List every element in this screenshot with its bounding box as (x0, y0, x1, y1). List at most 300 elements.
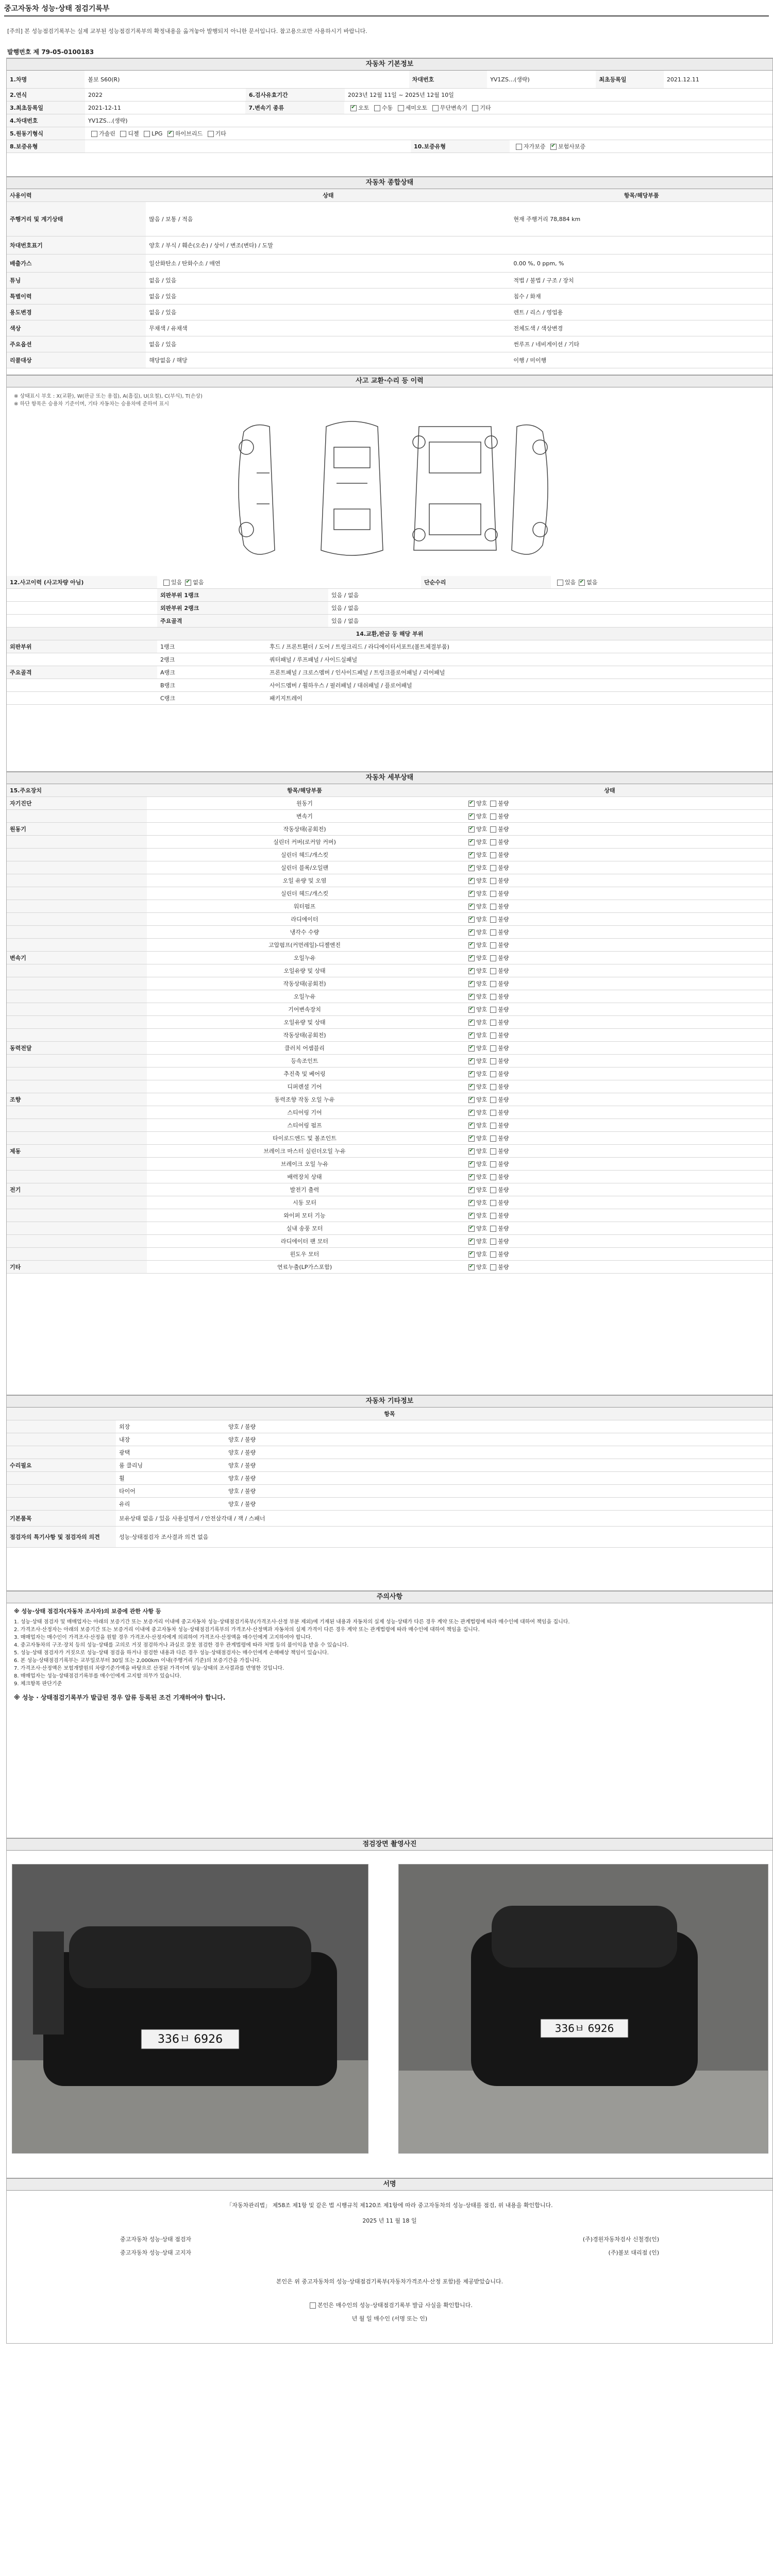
checkbox-good[interactable] (468, 1123, 475, 1129)
detail-row (7, 1222, 772, 1235)
rank-name: A랭크 (160, 669, 175, 676)
detail-item-label: 오일유량 및 상태 (283, 968, 326, 974)
detail-state-options (462, 1018, 757, 1026)
detail-state-options (462, 1160, 757, 1168)
basic-row-label2: 7.변속기 종류 (245, 101, 344, 114)
other-group-label (7, 1485, 116, 1497)
detail-row (7, 1067, 772, 1080)
checkbox-good[interactable] (468, 826, 475, 833)
overall-header-state: 상태 (323, 192, 334, 199)
checkbox-bad[interactable] (490, 865, 496, 871)
checkbox-bad[interactable] (490, 1264, 496, 1270)
checkbox-good[interactable] (468, 1174, 475, 1180)
detail-group-label (7, 1235, 147, 1247)
checkbox-self-warranty[interactable] (516, 144, 522, 150)
photos-section (6, 1838, 773, 2179)
bad-label: 불량 (498, 1238, 509, 1245)
checkbox-fuel-other[interactable] (208, 131, 214, 137)
detail-item-label: 고압펌프(커먼레일)-디젤엔진 (268, 942, 341, 948)
good-label: 양호 (476, 1083, 488, 1090)
detail-group-label (7, 926, 147, 938)
rank-items: 후드 / 프론트휀더 / 도어 / 트렁크리드 / 라디에이터서포트(볼트체결부품) (270, 643, 449, 650)
checkbox-bad[interactable] (490, 904, 496, 910)
checkbox-good[interactable] (468, 1200, 475, 1206)
good-label: 양호 (476, 1109, 488, 1116)
other-item-options: 양호 / 불량 (228, 1475, 256, 1482)
detail-item-label: 동력조향 작동 오일 누유 (274, 1096, 335, 1103)
detail-item-label: 연료누출(LP가스포함) (277, 1264, 332, 1270)
detail-item-label: 발전기 출력 (290, 1187, 320, 1193)
detail-group-label (7, 1055, 147, 1067)
other-group-label (7, 1498, 116, 1510)
checkbox-bad[interactable] (490, 1123, 496, 1129)
note-item: 9. 체크항목 판단기준 (14, 1681, 62, 1687)
accident-rank-row (7, 589, 772, 602)
basic-row-value3: 2021.12.11 (666, 76, 699, 83)
checkbox-good[interactable] (468, 1020, 475, 1026)
detail-group-label (7, 1106, 147, 1118)
overall-row-state: 무채색 / 유채색 (149, 325, 188, 332)
notes-title: 주의사항 (7, 1591, 772, 1603)
option-label: 무단변속기 (440, 105, 467, 111)
detail-item-label: 작동상태(공회전) (283, 980, 326, 987)
detail-group-label (7, 1158, 147, 1170)
overall-section (6, 176, 773, 376)
checkbox-receive-confirm[interactable] (310, 2302, 316, 2309)
note-item: 5. 성능·상태 점검자가 거짓으로 성능·상태 점검을 하거나 점검한 내용과 다른 경우 성능·상태점검자는 매수인에게 손해배상 책임이 있습니다. (14, 1650, 329, 1656)
detail-item-label: 윈도우 모터 (290, 1251, 320, 1258)
other-row (7, 1472, 772, 1485)
checkbox-good[interactable] (468, 1045, 475, 1052)
title-divider (4, 15, 769, 16)
notifier-value: (주)볼보 대리점 (인) (608, 2249, 659, 2256)
checkbox-bad[interactable] (490, 1071, 496, 1077)
good-label: 양호 (476, 890, 488, 897)
checkbox-bad[interactable] (490, 1226, 496, 1232)
detail-item-label: 오일누유 (293, 993, 316, 1000)
checkbox-diesel[interactable] (120, 131, 126, 137)
detail-row (7, 1080, 772, 1093)
detail-row (7, 913, 772, 926)
bad-label: 불량 (498, 1083, 509, 1090)
bad-label: 불량 (498, 968, 509, 974)
checkbox-bad[interactable] (490, 1251, 496, 1258)
detail-header-row (7, 784, 772, 797)
receive-statement: 본인은 위 중고자동차의 성능·상태점검기록부(자동차가격조사·산정 포함)를 제공받았습니다. (276, 2278, 503, 2285)
checkbox-bad[interactable] (490, 814, 496, 820)
front-car-image (12, 1865, 368, 2153)
checkbox-good[interactable] (468, 878, 475, 884)
overall-row (7, 273, 772, 289)
detail-title: 자동차 세부상태 (7, 772, 772, 784)
detail-state-options (462, 1095, 757, 1104)
detail-state-options (462, 863, 757, 872)
checkbox-good[interactable] (468, 994, 475, 1000)
note-item: 8. 매매업자는 성능·상태점검기록부를 매수인에게 고지할 의무가 있습니다. (14, 1673, 181, 1679)
detail-row (7, 1261, 772, 1274)
overall-row-label: 주행거리 및 계기상태 (7, 202, 146, 236)
bad-label: 불량 (498, 877, 509, 884)
rank-detail-row (7, 679, 772, 692)
photos-title: 점검장면 촬영사진 (7, 1838, 772, 1851)
detail-row (7, 797, 772, 810)
option-label: 세미오토 (405, 105, 428, 111)
rank-row-label: 주요골격 (157, 615, 328, 627)
notifier-row (7, 2248, 772, 2257)
detail-state-options (462, 838, 757, 846)
good-label: 양호 (476, 1161, 488, 1167)
good-label: 양호 (476, 852, 488, 858)
detail-row (7, 1235, 772, 1248)
checkbox-good[interactable] (468, 801, 475, 807)
rank-header: 14.교환,판금 등 해당 부위 (7, 628, 772, 640)
detail-item-label: 변속기 (296, 813, 313, 820)
note-item: 2. 가격조사·산정자는 아래의 보증기간 또는 보증거리 이내에 중고자동차 성능·상태점검기록부의 가격조사·산정액과 자동차의 실제 가격이 다른 경우 계약 또는 관계법령에 따라 매수인에 대하여 책임을 집니다. (14, 1627, 480, 1633)
checkbox-lpg[interactable] (144, 131, 150, 137)
basic-row-first-reg (7, 101, 772, 114)
detail-state-options (462, 1108, 757, 1116)
basic-info-title: 자동차 기본정보 (7, 58, 772, 71)
option-label: 오토 (358, 105, 369, 111)
checkbox-bad[interactable] (490, 968, 496, 974)
checkbox-good[interactable] (468, 1084, 475, 1090)
other-item-label: 휠 (119, 1475, 125, 1482)
basic-row-label: 8.보증유형 (7, 140, 85, 152)
car-front-top-icon (321, 421, 383, 555)
other-item-label: 내장 (119, 1436, 130, 1443)
bad-label: 불량 (498, 865, 509, 871)
checkbox-bad[interactable] (490, 917, 496, 923)
basic-row-label: 2.연식 (7, 89, 85, 101)
note-item: 1. 성능·상태 점검자 및 매매업자는 아래의 보증기간 또는 보증거리 이내에 중고자동차 성능·상태점검기록부(가격조사·산정 부분 제외)에 기재된 내용과 자동차의 실제 성능·상태가 다른 경우 계약 또는 관계법령에 따라 매수인에 대하여 책임을 집니다. (14, 1619, 570, 1625)
other-body (7, 1420, 772, 1511)
basic-items-label: 기본품목 (7, 1511, 116, 1526)
receive-check-text: 본인은 매수인의 성능·상태점검기록부 발급 사실을 확인합니다. (317, 2302, 473, 2309)
detail-state-options (462, 1147, 757, 1155)
overall-row (7, 304, 772, 320)
overall-row-note: 적법 / 불법 / 구조 / 장치 (513, 277, 574, 284)
bad-label: 불량 (498, 826, 509, 833)
checkbox-bad[interactable] (490, 1097, 496, 1103)
checkbox-bad[interactable] (490, 1020, 496, 1026)
detail-group-label (7, 836, 147, 848)
detail-group-label: 자기진단 (7, 797, 147, 809)
checkbox-good[interactable] (468, 814, 475, 820)
detail-item-label: 스티어링 기어 (287, 1109, 322, 1116)
checkbox-bad[interactable] (490, 929, 496, 936)
overall-row-note: 이행 / 미이행 (513, 357, 547, 364)
accident-table (7, 576, 772, 705)
detail-item-label: 디퍼렌셜 기어 (287, 1083, 322, 1090)
checkbox-bad[interactable] (490, 1058, 496, 1064)
accident-options: 있음✔ 없음 (157, 578, 421, 586)
detail-item-label: 배력장치 상태 (287, 1174, 322, 1180)
checkbox-good[interactable] (468, 1226, 475, 1232)
good-label: 양호 (476, 1122, 488, 1129)
detail-group-label (7, 1016, 147, 1028)
bad-label: 불량 (498, 1045, 509, 1052)
checkbox-bad[interactable] (490, 878, 496, 884)
accident-rank-row (7, 602, 772, 615)
other-row (7, 1485, 772, 1498)
disclaimer-notice: [주의] 본 성능점검기록부는 실제 교부된 성능점검기록부의 확정내용을 옮겨놓아 발행되지 아니한 문서입니다. 참고용으로만 사용하시기 바랍니다. (7, 28, 367, 35)
basic-info-section (6, 58, 773, 177)
detail-item-label: 실린더 헤드/개스킷 (280, 890, 329, 897)
opinion-row (7, 1527, 772, 1548)
detail-row (7, 1248, 772, 1261)
detail-group-label (7, 1196, 147, 1209)
detail-item-label: 작동상태(공회전) (283, 1032, 326, 1039)
checkbox-bad[interactable] (490, 1032, 496, 1039)
good-label: 양호 (476, 942, 488, 948)
detail-item-label: 오일유량 및 상태 (283, 1019, 326, 1026)
checkbox-manual[interactable] (374, 105, 380, 111)
bad-label: 불량 (498, 1006, 509, 1013)
checkbox-good[interactable] (468, 1071, 475, 1077)
detail-state-options (462, 902, 757, 910)
checkbox-good[interactable] (468, 1264, 475, 1270)
checkbox-bad[interactable] (490, 801, 496, 807)
detail-row (7, 1145, 772, 1158)
basic-row-label2: 10.보증유형 (411, 140, 510, 152)
notes-final: ※ 성능 · 상태점검기록부가 발급된 경우 압류 등록된 조건 기재하여야 합니다. (14, 1694, 226, 1701)
checkbox-insurance-warranty[interactable] (550, 144, 557, 150)
good-label: 양호 (476, 1187, 488, 1193)
checkbox-bad[interactable] (490, 1007, 496, 1013)
front-photo (12, 1864, 368, 2154)
checkbox-good[interactable] (468, 929, 475, 936)
checkbox-cvt[interactable] (432, 105, 439, 111)
good-label: 양호 (476, 1212, 488, 1219)
other-item-options: 양호 / 불량 (228, 1436, 256, 1443)
overall-row (7, 255, 772, 273)
detail-item-label: 원동기 (296, 800, 313, 807)
checkbox-accident-no[interactable] (185, 580, 191, 586)
detail-state-options (462, 889, 757, 897)
rank-detail-row (7, 653, 772, 666)
detail-state-options (462, 1134, 757, 1142)
option-label: 가솔린 (99, 130, 115, 137)
good-label: 양호 (476, 980, 488, 987)
detail-item-label: 워터펌프 (293, 903, 316, 910)
accident-section (6, 375, 773, 772)
detail-item-label: 실린더 커버(로커암 커버) (273, 839, 336, 845)
checkbox-good[interactable] (468, 839, 475, 845)
checkbox-repair-no[interactable] (579, 580, 585, 586)
checkbox-good[interactable] (468, 852, 475, 858)
detail-group-label: 동력전달 (7, 1042, 147, 1054)
good-label: 양호 (476, 916, 488, 923)
outer-panel-label: 외판부위 (7, 640, 157, 653)
overall-header-row (7, 189, 772, 202)
detail-row (7, 1183, 772, 1196)
rank-name: C랭크 (160, 695, 175, 702)
bad-label: 불량 (498, 852, 509, 858)
other-item-options: 양호 / 불량 (228, 1488, 256, 1495)
checkbox-good[interactable] (468, 917, 475, 923)
detail-item-label: 오일누유 (293, 955, 316, 961)
checkbox-bad[interactable] (490, 955, 496, 961)
detail-group-label: 조향 (7, 1093, 147, 1106)
checkbox-gasoline[interactable] (91, 131, 97, 137)
checkbox-hybrid[interactable] (167, 131, 174, 137)
checkbox-bad[interactable] (490, 1084, 496, 1090)
buyer-line: 년 월 일 매수인 (서명 또는 인) (351, 2315, 428, 2322)
checkbox-bad[interactable] (490, 1045, 496, 1052)
basic-row-label2: 6.검사유효기간 (246, 89, 345, 101)
bad-label: 불량 (498, 1135, 509, 1142)
rank-name: 1랭크 (160, 643, 175, 650)
other-group-label: 수리필요 (7, 1459, 116, 1471)
detail-group-label (7, 810, 147, 822)
rear-plate-text: 336ㅂ 6926 (554, 2022, 614, 2035)
detail-state-options (462, 1121, 757, 1129)
checkbox-good[interactable] (468, 1161, 475, 1167)
overall-row (7, 320, 772, 336)
basic-row-value: 2022 (88, 91, 103, 98)
checkbox-good[interactable] (468, 942, 475, 948)
rank-detail-row (7, 692, 772, 705)
overall-row-label: 리콜대상 (7, 352, 146, 368)
bad-label: 불량 (498, 1109, 509, 1116)
bad-label: 불량 (498, 955, 509, 961)
overall-row-label: 배출가스 (7, 255, 146, 272)
checkbox-bad[interactable] (490, 839, 496, 845)
checkbox-good[interactable] (468, 1239, 475, 1245)
note-item: 4. 중고자동차의 구조·장치 등의 성능·상태를 고의로 거짓 점검하거나 과실로 잘못 점검한 경우 관계법령에 따라 처벌 등의 불이익을 받을 수 있습니다. (14, 1642, 349, 1648)
basic-row-label3: 최초등록일 (596, 71, 664, 88)
overall-row-state: 없음 / 있음 (149, 293, 177, 300)
checkbox-good[interactable] (468, 1097, 475, 1103)
checkbox-bad[interactable] (490, 942, 496, 948)
bad-label: 불량 (498, 1058, 509, 1064)
bad-label: 불량 (498, 839, 509, 845)
bad-label: 불량 (498, 800, 509, 807)
bad-label: 불량 (498, 1199, 509, 1206)
rank-name: B랭크 (160, 682, 175, 689)
detail-row (7, 977, 772, 990)
checkbox-good[interactable] (468, 981, 475, 987)
checkbox-bad[interactable] (490, 981, 496, 987)
checkbox-good[interactable] (468, 1136, 475, 1142)
checkbox-good[interactable] (468, 1110, 475, 1116)
detail-header-device: 15.주요장치 (10, 787, 42, 794)
bad-label: 불량 (498, 1148, 509, 1155)
basic-row-label2: 차대번호 (409, 71, 487, 88)
overall-row (7, 202, 772, 236)
other-header: 항목 (7, 1408, 772, 1420)
checkbox-good[interactable] (468, 904, 475, 910)
main-frame-label: 주요골격 (7, 666, 157, 679)
other-row (7, 1420, 772, 1433)
option-label: 기타 (215, 130, 226, 137)
basic-row-label: 4.차대번호 (7, 114, 85, 127)
checkbox-good[interactable] (468, 1213, 475, 1219)
checkbox-bad[interactable] (490, 1187, 496, 1193)
checkbox-good[interactable] (468, 955, 475, 961)
detail-row (7, 1093, 772, 1106)
overall-row (7, 289, 772, 304)
detail-group-label (7, 1080, 147, 1093)
checkbox-bad[interactable] (490, 1161, 496, 1167)
checkbox-bad[interactable] (490, 1136, 496, 1142)
bad-label: 불량 (498, 1212, 509, 1219)
checkbox-bad[interactable] (490, 994, 496, 1000)
detail-group-label (7, 977, 147, 990)
checkbox-bad[interactable] (490, 1239, 496, 1245)
detail-state-options (462, 876, 757, 885)
good-label: 양호 (476, 1135, 488, 1142)
detail-item-label: 스티어링 펌프 (287, 1122, 322, 1129)
good-label: 양호 (476, 1174, 488, 1180)
detail-group-label: 원동기 (7, 823, 147, 835)
overall-row-state: 양호 / 부식 / 훼손(오손) / 상이 / 변조(변타) / 도말 (149, 242, 273, 249)
checkbox-bad[interactable] (490, 1213, 496, 1219)
detail-group-label (7, 874, 147, 887)
good-label: 양호 (476, 1096, 488, 1103)
bad-label: 불량 (498, 980, 509, 987)
detail-group-label (7, 887, 147, 900)
other-item-label: 타이어 (119, 1488, 136, 1495)
checkbox-bad[interactable] (490, 1174, 496, 1180)
overall-row-note: 썬루프 / 네비게이션 / 기타 (513, 341, 580, 348)
detail-state-options (462, 1005, 757, 1013)
rear-photo (398, 1864, 768, 2154)
checkbox-auto[interactable] (350, 105, 357, 111)
checkbox-good[interactable] (468, 865, 475, 871)
detail-item-label: 냉각수 수량 (290, 929, 320, 936)
detail-state-options (462, 954, 757, 962)
basic-row-warranty (7, 140, 772, 153)
overall-row-label: 주요옵션 (7, 336, 146, 352)
checkbox-bad[interactable] (490, 1148, 496, 1155)
detail-state-options (462, 1263, 757, 1271)
checkbox-bad[interactable] (490, 891, 496, 897)
checkbox-good[interactable] (468, 1007, 475, 1013)
other-group-label (7, 1420, 116, 1433)
checkbox-good[interactable] (468, 1251, 475, 1258)
detail-item-label: 클러치 어셈블리 (284, 1045, 325, 1052)
checkbox-good[interactable] (468, 1058, 475, 1064)
basic-row-value: YV1ZS…(생략) (88, 117, 128, 124)
checkbox-good[interactable] (468, 1148, 475, 1155)
good-label: 양호 (476, 1006, 488, 1013)
detail-state-options (462, 1211, 757, 1219)
checkbox-bad[interactable] (490, 1110, 496, 1116)
checkbox-semi[interactable] (398, 105, 404, 111)
checkbox-bad[interactable] (490, 1200, 496, 1206)
bad-label: 불량 (498, 942, 509, 948)
checkbox-accident-yes[interactable] (163, 580, 170, 586)
overall-row-label: 특별이력 (7, 289, 146, 304)
checkbox-repair-yes[interactable] (557, 580, 563, 586)
detail-group-label (7, 939, 147, 951)
good-label: 양호 (476, 813, 488, 820)
checkbox-bad[interactable] (490, 826, 496, 833)
checkbox-good[interactable] (468, 968, 475, 974)
receive-check (7, 2301, 772, 2309)
checkbox-bad[interactable] (490, 852, 496, 858)
overall-row-note: 0.00 %, 0 ppm, % (513, 260, 564, 267)
checkbox-other[interactable] (472, 105, 478, 111)
checkbox-good[interactable] (468, 1187, 475, 1193)
overall-row-state: 많음 / 보통 / 적음 (149, 216, 193, 223)
checkbox-good[interactable] (468, 1032, 475, 1039)
detail-item-label: 와이퍼 모터 기능 (283, 1212, 326, 1219)
detail-item-label: 작동상태(공회전) (283, 826, 326, 833)
checkbox-good[interactable] (468, 891, 475, 897)
detail-row (7, 1158, 772, 1171)
